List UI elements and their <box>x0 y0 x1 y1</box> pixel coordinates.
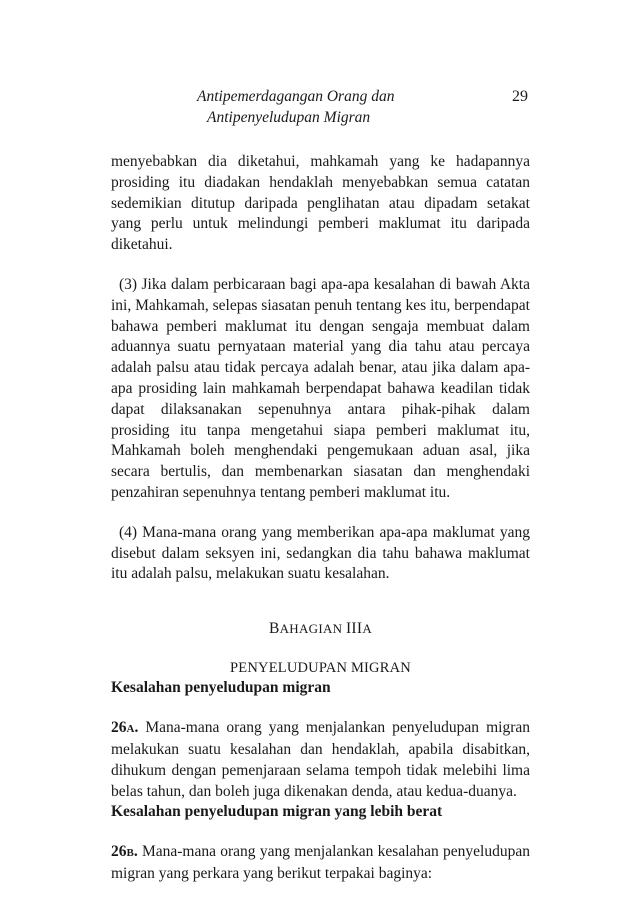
subsection-4: (4) Mana-mana orang yang memberikan apa-apa maklumat yang disebut dalam seksyen ini, sedangkan dia tahu bahawa maklumat itu adalah palsu, melakukan suatu kesalahan. <box>111 523 530 583</box>
paragraph-continuation: menyebabkan dia diketahui, mahkamah yang ke hadapannya prosiding itu diadakan hendaklah menyebabkan semua catatan sedemikian ditutup daripada penglihatan atau dipadam setakat yang perlu untuk melindungi pemberi maklumat itu daripada diketahui. <box>111 153 530 254</box>
section-number-26a-digits: 26 <box>111 719 127 737</box>
section-heading-26a: Kesalahan penyeludupan migran <box>111 679 331 697</box>
section-number-26b-digits: 26 <box>111 843 127 861</box>
running-title-line-1: Antipemerdagangan Orang dan <box>197 88 395 105</box>
running-title <box>111 86 530 128</box>
part-label-number: III <box>345 620 363 638</box>
section-number-26a: 26A. <box>111 719 139 737</box>
section-26b-text <box>111 842 530 885</box>
section-number-26a-letter: A <box>126 723 135 736</box>
part-label-word: AHAGIAN <box>279 621 343 637</box>
section-26b-body: Mana-mana orang yang menjalankan kesalahan penyeludupan migran yang perkara yang berikut terpakai baginya: <box>111 843 530 883</box>
subsection-3: (3) Jika dalam perbicaraan bagi apa-apa kesalahan di bawah Akta ini, Mahkamah, selepas siasatan penuh tentang kes itu, berpendapat bahawa pemberi maklumat itu dengan sengaja membuat dalam aduannya suatu pernyataan material yang dia tahu atau percaya adalah palsu atau tidak percaya adalah benar, atau jika dalam apa-apa prosiding lain mahkamah berpendapat bahawa keadilan tidak dapat dilaksanakan sepenuhnya antara pihak-pihak dalam prosiding itu tanpa mengetahui siapa pemberi maklumat itu, Mahkamah boleh menghendaki pengemukaan aduan asal, jika secara bertulis, dan membenarkan siasatan dan menghendaki penzahiran sepenuhnya tentang pemberi maklumat itu. <box>111 275 530 501</box>
section-number-26b: 26B. <box>111 843 138 861</box>
section-26a-text <box>111 718 530 802</box>
part-label-suffix: A <box>362 621 373 637</box>
page-number: 29 <box>512 88 528 105</box>
section-heading-26b: Kesalahan penyeludupan migran yang lebih berat <box>111 803 443 821</box>
section-number-26b-letter: B <box>126 847 134 860</box>
part-label <box>111 620 530 638</box>
section-26a-body: Mana-mana orang yang menjalankan penyeludupan migran melakukan suatu kesalahan dan hendaklah, apabila disabitkan, dihukum dengan pemenjaraan selama tempoh tidak melebihi lima belas tahun, dan boleh juga dikenakan denda, atau kedua-duanya. <box>111 719 530 800</box>
running-title-line-2: Antipenyeludupan Migran <box>207 109 371 126</box>
part-label-initial: B <box>268 620 280 638</box>
part-title: PENYELUDUPAN MIGRAN <box>230 660 411 677</box>
document-page <box>111 86 530 885</box>
running-header <box>111 86 530 132</box>
